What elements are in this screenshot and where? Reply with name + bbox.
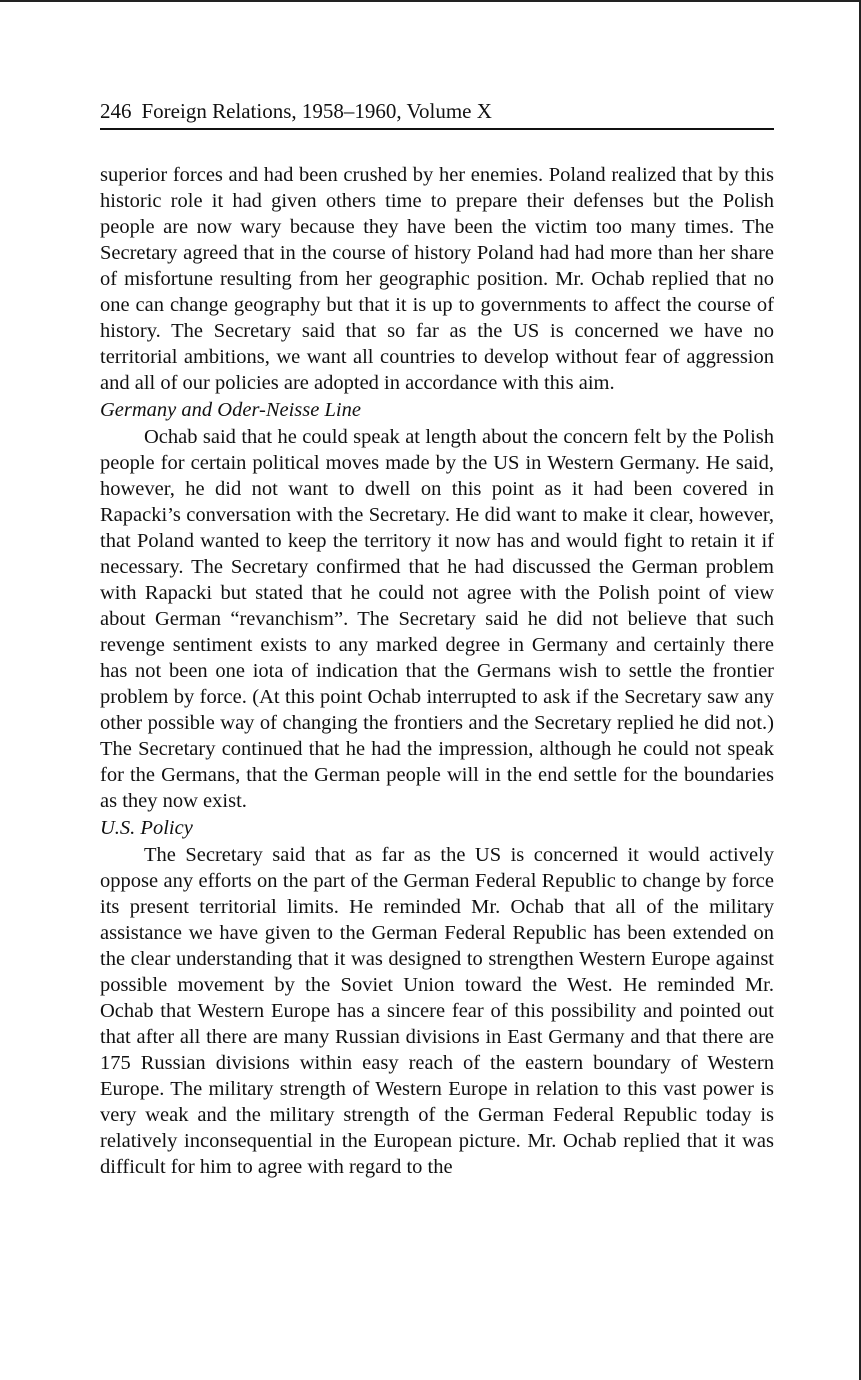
- page-number: 246: [100, 99, 132, 123]
- body-text: [100, 162, 774, 1180]
- running-head: [100, 96, 774, 130]
- section-heading-us-policy: U.S. Policy: [100, 817, 193, 839]
- paragraph-germany: Ochab said that he could speak at length about the concern felt by the Polish people for certain political moves made by the US in Western Germany. He said, however, he did not want to dwell on this point as it had been covered in Rapacki’s conversation with the Secretary. He did want to make it clear, however, that Poland wanted to keep the territory it now has and would fight to retain it if necessary. The Secretary confirmed that he had discussed the German problem with Rapacki but stated that he could not agree with the Polish point of view about German “revanchism”. The Secretary said he did not believe that such revenge sentiment exists to any marked degree in Germany and certainly there has not been one iota of indication that the Germans wish to settle the frontier problem by force. (At this point Ochab interrupted to ask if the Secretary saw any other possible way of changing the frontiers and the Secretary replied he did not.) The Secretary continued that he had the impression, although he could not speak for the Germans, that the German people will in the end settle for the boundaries as they now exist.: [100, 426, 774, 812]
- page-top-edge: [0, 0, 861, 2]
- document-page: [100, 96, 774, 1180]
- paragraph-continued: superior forces and had been crushed by her enemies. Poland realized that by this historic role it had given others time to prepare their defenses but the Polish people are now wary because they have been the victim too many times. The Secretary agreed that in the course of history Poland had had more than her share of misfortune resulting from her geographic position. Mr. Ochab replied that no one can change geography but that it is up to governments to affect the course of history. The Secretary said that so far as the US is concerned we have no territorial ambitions, we want all countries to develop without fear of aggression and all of our policies are adopted in accordance with this aim.: [100, 164, 774, 394]
- section-heading-germany: Germany and Oder-Neisse Line: [100, 399, 361, 421]
- running-title: Foreign Relations, 1958–1960, Volume X: [141, 99, 492, 123]
- paragraph-us-policy: The Secretary said that as far as the US is concerned it would actively oppose any efforts on the part of the German Federal Republic to change by force its present territorial limits. He reminded Mr. Ochab that all of the military assistance we have given to the German Federal Republic has been extended on the clear understanding that it was designed to strengthen Western Europe against possible movement by the Soviet Union toward the West. He reminded Mr. Ochab that Western Europe has a sincere fear of this possibility and pointed out that after all there are many Russian divisions in East Germany and that there are 175 Russian divisions within easy reach of the eastern boundary of Western Europe. The military strength of Western Europe in relation to this vast power is very weak and the military strength of the German Federal Republic today is relatively inconsequential in the European picture. Mr. Ochab replied that it was difficult for him to agree with regard to the: [100, 844, 774, 1178]
